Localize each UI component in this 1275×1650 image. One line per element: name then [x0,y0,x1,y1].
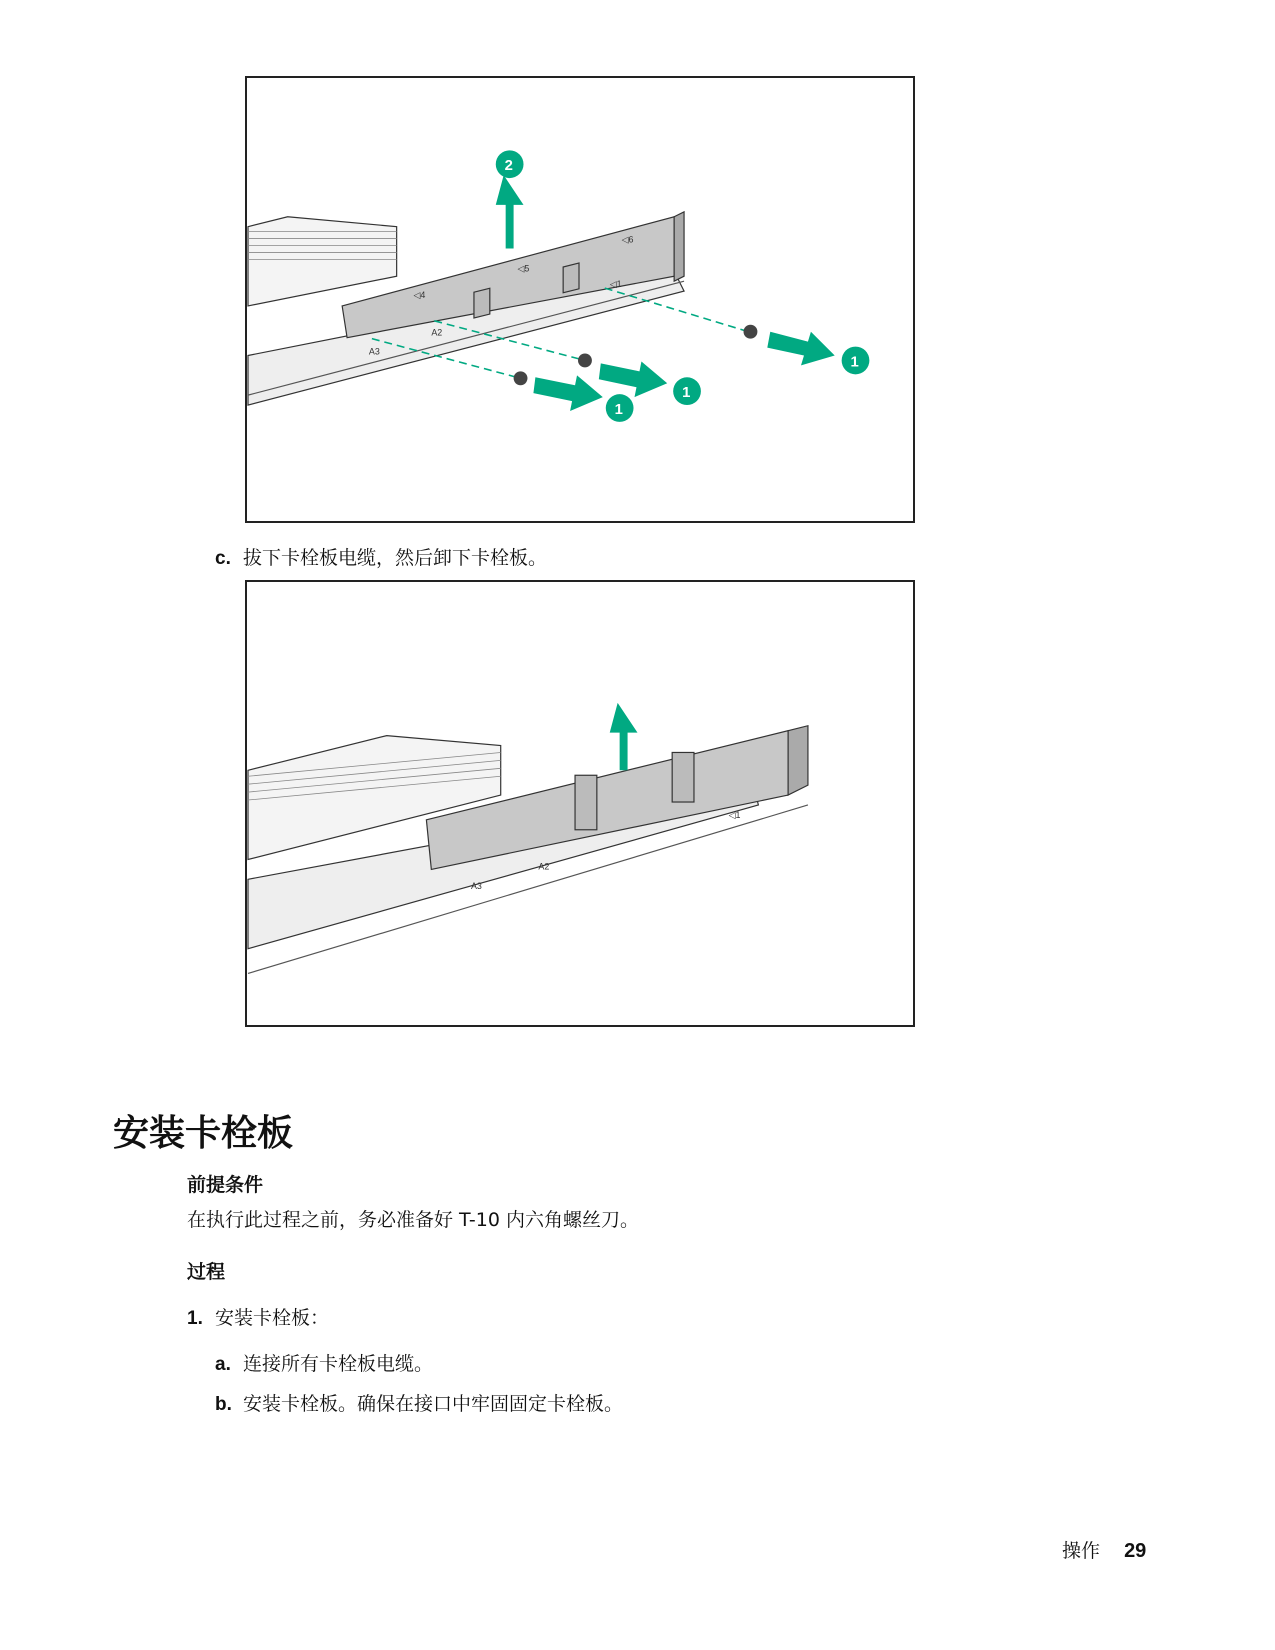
callout-label: 1 [850,354,859,371]
step-marker: c. [215,548,231,569]
page-number: 29 [1124,1540,1147,1562]
prereq-text: 在执行此过程之前，务必准备好 T-10 内六角螺丝刀。 [187,1209,639,1231]
callout-label: 1 [614,401,623,418]
figure-remove-screws [245,76,915,523]
section-title: 安装卡栓板 [113,1113,294,1154]
part-label: ◁1 [728,809,741,820]
part-label: ◁4 [413,290,426,301]
step-1 [187,1303,329,1330]
part-label: A3 [368,346,380,357]
callout-label: 2 [504,158,513,175]
part-label: A3 [470,881,482,892]
part-label: ◁5 [517,263,530,274]
step-b [215,1389,623,1416]
figure-remove-bulkhead [245,580,915,1027]
illustration-bulkhead-screws [247,78,913,521]
footer-section: 操作 [1062,1540,1101,1562]
step-text: 连接所有卡栓板电缆。 [243,1353,434,1375]
procedure-heading: 过程 [187,1261,226,1283]
step-marker: 1. [187,1308,203,1329]
footer [1062,1536,1146,1563]
part-label: ◁6 [621,234,634,245]
illustration-bulkhead-removal [247,582,913,1025]
prereq-heading: 前提条件 [187,1174,264,1196]
step-a [215,1349,433,1376]
step-text: 安装卡栓板： [215,1307,330,1329]
callout-label: 1 [682,385,691,402]
step-marker: a. [215,1354,231,1375]
step-marker: b. [215,1394,232,1415]
part-label: A2 [538,861,550,872]
part-label: A2 [431,327,443,338]
step-c [215,543,547,570]
step-text: 安装卡栓板。确保在接口中牢固固定卡栓板。 [243,1393,624,1415]
part-label: ◁1 [609,279,622,290]
step-text: 拔下卡栓板电缆，然后卸下卡栓板。 [243,547,548,569]
